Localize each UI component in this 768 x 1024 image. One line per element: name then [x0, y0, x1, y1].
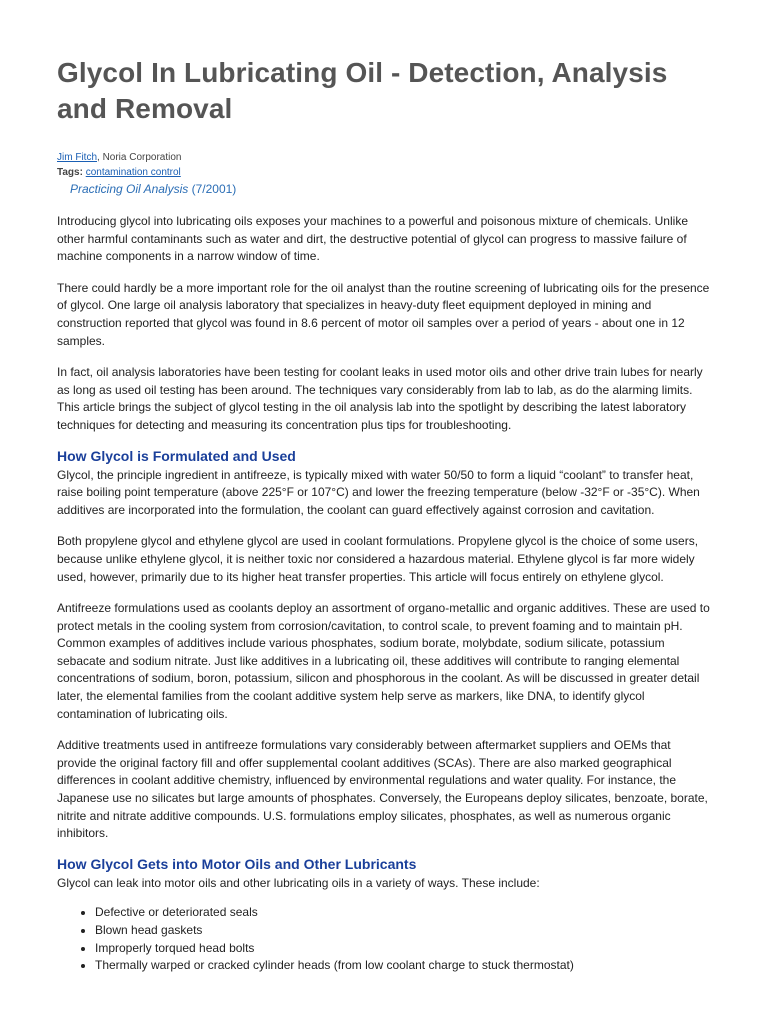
paragraph-leak-intro: Glycol can leak into motor oils and other lubricating oils in a variety of ways. These include: — [57, 875, 540, 890]
author-separator: , — [97, 152, 100, 163]
paragraph-additive-treatments: Additive treatments used in antifreeze formulations vary considerably between aftermarket suppliers and OEMs that provide the original factory fill and offer supplemental coolant additives (SCAs). There are also marked geographical differences in coolant additive chemistry, influenced by environmental regulations and water quality. For instance, the Japanese use no silicates but large amounts of phosphates. Conversely, the Europeans deploy silicates, benzoate, borate, nitrite and nitrate additive compounds. U.S. formulations employ silicates, phosphates, as well as numerous organic inhibitors. — [57, 738, 708, 841]
paragraph-intro: Introducing glycol into lubricating oils exposes your machines to a powerful and poisonous mixture of chemicals. Unlike other harmful contaminants such as water and dirt, the destructive potential of glycol can progress to massive failure of machine components in a narrow window of time. — [57, 214, 688, 264]
paragraph-additives: Antifreeze formulations used as coolants deploy an assortment of organo-metallic and organic additives. These are used to protect metals in the cooling system from corrosion/cavitation, to control scale, to prevent foaming and to maintain pH. Common examples of additives include various phosphates, sodium borate, molybdate, sodium silicate, potassium sebacate and sodium nitrate. Just like additives in a lubricating oil, these additives will contribute to ranging elemental concentrations of sodium, boron, potassium, silicon and phosphorous in the coolant. As will be discussed in greater detail later, the elemental families from the coolant additive system help serve as markers, like DNA, to identify glycol contamination of lubricating oils. — [57, 601, 710, 721]
publication-date: (7/2001) — [191, 182, 237, 196]
tags-line — [57, 165, 711, 181]
paragraph-glycol-principle: Glycol, the principle ingredient in antifreeze, is typically mixed with water 50/50 to form a liquid “coolant” to transfer heat, raise boiling point temperature (above 225°F or 107°C) and lower the freezing temperature (below -32°F or -35°C). When additives are incorporated into the formulation, the coolant can guard effectively against corrosion and cavitation. — [57, 467, 700, 517]
section-heading-formulated: How Glycol is Formulated and Used — [57, 447, 296, 464]
paragraph-glycol-types: Both propylene glycol and ethylene glycol are used in coolant formulations. Propylene glycol is the choice of some users, because unlike ethylene glycol, it is neither toxic nor considered a hazardous material. Ethylene glycol is far more widely used, however, primarily due to its higher heat transfer properties. This article will focus entirely on ethylene glycol. — [57, 534, 699, 584]
byline — [57, 150, 711, 165]
paragraph-testing: In fact, oil analysis laboratories have been testing for coolant leaks in used motor oils and other drive train lubes for nearly as long as used oil testing has been around. The techniques vary considerably from lab to lab, as do the alarming limits. This article brings the subject of glycol testing in the oil analysis lab into the spotlight by describing the latest laboratory techniques for detecting and measuring its concentration plus tips for troubleshooting. — [57, 365, 703, 432]
article-title: Glycol In Lubricating Oil - Detection, Analysis and Removal — [57, 57, 668, 124]
list-item: • Blown head gaskets — [95, 922, 711, 940]
section-heading-leaks: How Glycol Gets into Motor Oils and Other Lubricants — [57, 855, 417, 872]
tag-link[interactable]: contamination control — [85, 167, 181, 178]
tags-label: Tags: — [57, 167, 83, 178]
publication-source — [70, 181, 711, 197]
publication-name: Practicing Oil Analysis — [70, 182, 189, 196]
author-organization: Noria Corporation — [102, 152, 182, 163]
paragraph-role: There could hardly be a more important role for the oil analyst than the routine screening of lubricating oils for the presence of glycol. One large oil analysis laboratory that specializes in heavy-duty fleet equipment deployed in mining and construction reported that glycol was found in 8.6 percent of motor oil samples over a period of years - about one in 12 samples. — [57, 280, 710, 348]
list-item: • Thermally warped or cracked cylinder heads (from low coolant charge to stuck thermostat) — [95, 957, 711, 975]
leak-causes-list — [57, 904, 711, 974]
list-item: • Improperly torqued head bolts — [95, 940, 711, 958]
author-link[interactable]: Jim Fitch — [57, 152, 97, 163]
list-item: • Defective or deteriorated seals — [95, 904, 711, 922]
